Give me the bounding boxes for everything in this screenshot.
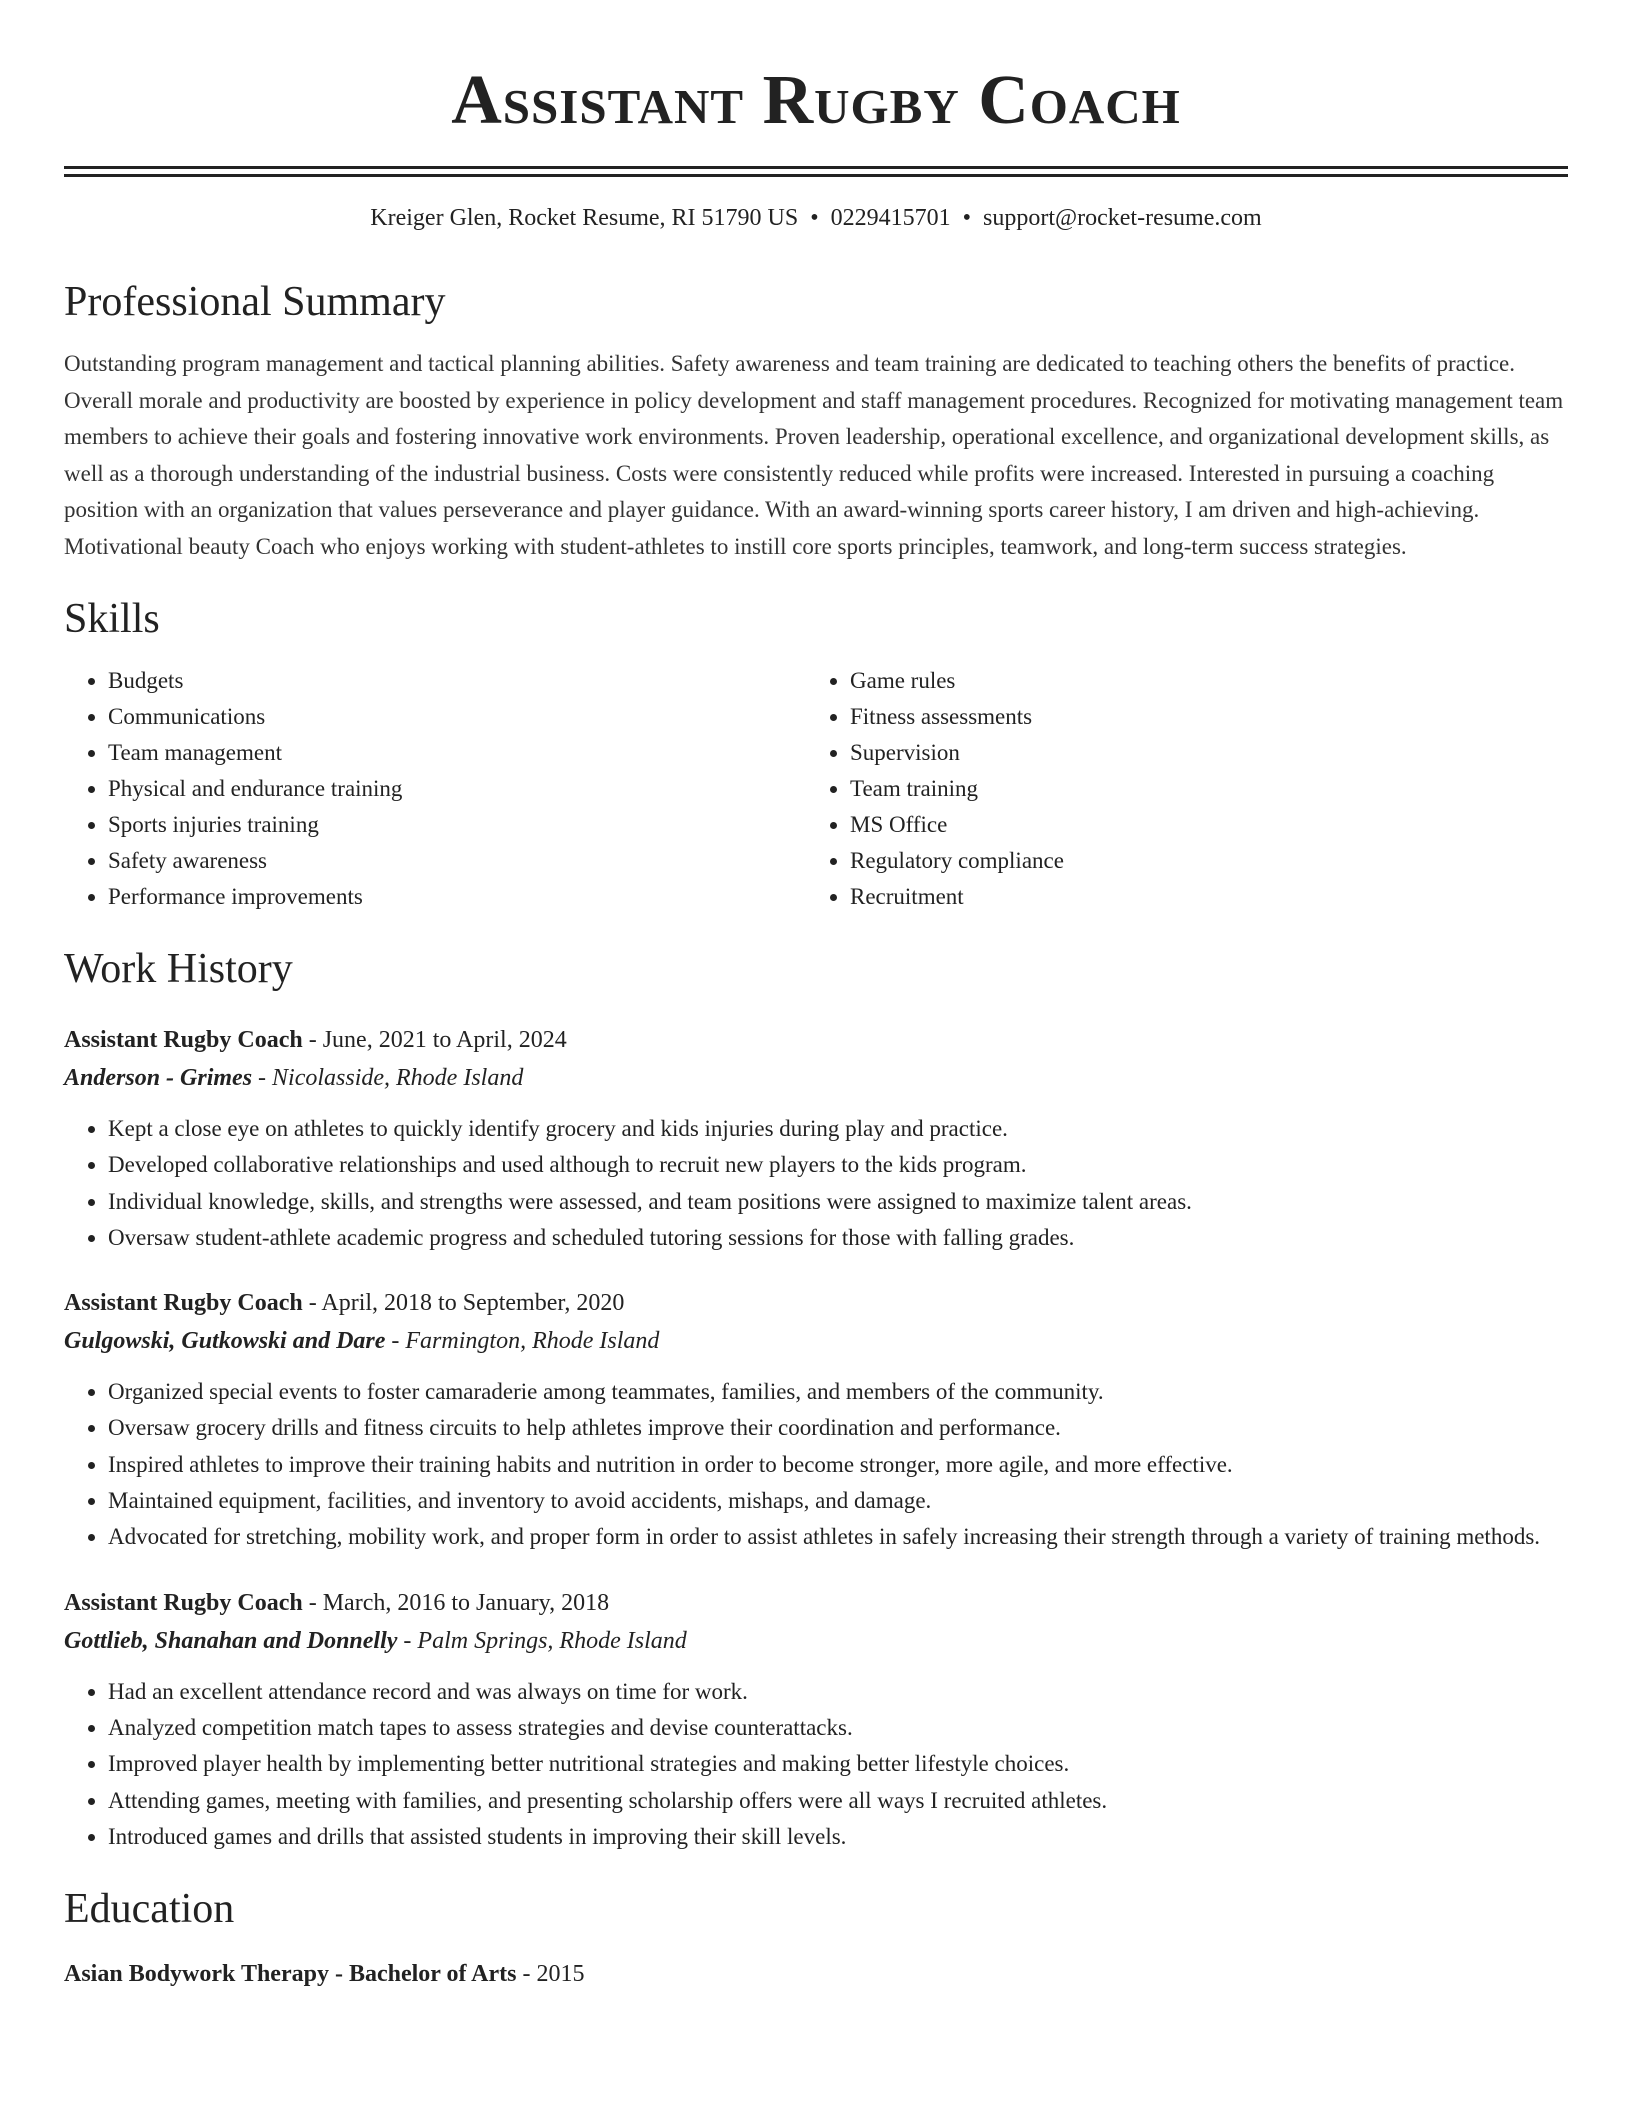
skill-item: • Budgets [108, 663, 806, 699]
job-dates: - March, 2016 to January, 2018 [302, 1589, 610, 1616]
job-bullet: • Advocated for stretching, mobility work, and proper form in order to assist athletes in safely increasing their strength through a variety of training methods. [108, 1519, 1568, 1555]
skills-left-column [64, 663, 806, 915]
contact-line [64, 205, 1568, 232]
job-bullet: • Attending games, meeting with families, and presenting scholarship offers were all ways I recruited athletes. [108, 1783, 1568, 1819]
summary-text: Outstanding program management and tactical planning abilities. Safety awareness and team training are dedicated to teaching others the benefits of practice. Overall morale and productivity are boosted by experience in policy development and staff management procedures. Recognized for motivating management team members to achieve their goals and fostering innovative work environments. Proven leadership, operational excellence, and organizational development skills, as well as a thorough understanding of the industrial business. Costs were consistently reduced while profits were increased. Interested in pursuing a coaching position with an organization that values perseverance and player guidance. With an award-winning sports career history, I am driven and high-achieving. Motivational beauty Coach who enjoys working with student-athletes to instill core sports principles, teamwork, and long-term success strategies. [64, 351, 1564, 559]
job-entry [64, 1021, 1568, 1256]
skill-item: • Recruitment [850, 879, 1548, 915]
job-location: - Nicolasside, Rhode Island [252, 1065, 524, 1091]
job-title: Assistant Rugby Coach [64, 1290, 303, 1317]
skill-item: • Regulatory compliance [850, 843, 1548, 879]
job-title-line [64, 1284, 1568, 1322]
education-degree: Asian Bodywork Therapy - Bachelor of Arts [64, 1961, 517, 1988]
job-dates: - June, 2021 to April, 2024 [302, 1027, 567, 1053]
job-company: Gottlieb, Shanahan and Donnelly [64, 1627, 398, 1654]
job-bullets [64, 1374, 1568, 1555]
job-bullet: • Kept a close eye on athletes to quickly identify grocery and kids injuries during play and practice. [108, 1111, 1568, 1147]
job-bullet: • Oversaw grocery drills and fitness circuits to help athletes improve their coordination and performance. [108, 1410, 1568, 1446]
job-bullet: • Introduced games and drills that assisted students in improving their skill levels. [108, 1819, 1568, 1855]
job-title-line [64, 1021, 1568, 1059]
skill-item: • Team training [850, 771, 1548, 807]
job-bullet: • Oversaw student-athlete academic progress and scheduled tutoring sessions for those with falling grades. [108, 1220, 1568, 1256]
skill-item: • Game rules [850, 663, 1548, 699]
candidate-name: Assistant Rugby Coach [451, 62, 1181, 139]
job-bullet: • Organized special events to foster camaraderie among teammates, families, and members of the community. [108, 1374, 1568, 1410]
skill-item: • Supervision [850, 735, 1548, 771]
job-entry [64, 1284, 1568, 1555]
skill-item: • Performance improvements [108, 879, 806, 915]
job-bullet: • Maintained equipment, facilities, and inventory to avoid accidents, mishaps, and damage. [108, 1483, 1568, 1519]
job-company-line [64, 1622, 1568, 1660]
contact-address: Kreiger Glen, Rocket Resume, RI 51790 US [370, 205, 799, 231]
job-bullet: • Analyzed competition match tapes to assess strategies and devise counterattacks. [108, 1710, 1568, 1746]
job-company: Anderson - Grimes [64, 1065, 253, 1091]
job-bullet: • Individual knowledge, skills, and strengths were assessed, and team positions were assigned to maximize talent areas. [108, 1184, 1568, 1220]
job-company-line [64, 1059, 1568, 1097]
job-bullet: • Developed collaborative relationships and used although to recruit new players to the kids program. [108, 1147, 1568, 1183]
skills-list [64, 663, 1568, 915]
job-location: - Farmington, Rhode Island [385, 1328, 660, 1355]
education-heading: Education [64, 1886, 235, 1933]
job-bullet: • Inspired athletes to improve their training habits and nutrition in order to become stronger, more agile, and more effective. [108, 1447, 1568, 1483]
work-history-heading: Work History [64, 946, 293, 992]
job-bullet: • Had an excellent attendance record and was always on time for work. [108, 1674, 1568, 1710]
summary-heading: Professional Summary [64, 279, 446, 325]
job-company-line [64, 1322, 1568, 1360]
job-location: - Palm Springs, Rhode Island [397, 1627, 687, 1654]
skill-item: • Communications [108, 699, 806, 735]
skill-item: • Sports injuries training [108, 807, 806, 843]
skill-item: • MS Office [850, 807, 1548, 843]
skills-right-column [806, 663, 1548, 915]
job-title-line [64, 1584, 1568, 1622]
skill-item: • Physical and endurance training [108, 771, 806, 807]
skill-item: • Team management [108, 735, 806, 771]
job-bullets [64, 1111, 1568, 1256]
job-bullet: • Improved player health by implementing better nutritional strategies and making better lifestyle choices. [108, 1746, 1568, 1782]
job-dates: - April, 2018 to September, 2020 [302, 1290, 625, 1317]
contact-separator: • [962, 205, 972, 231]
education-year: - 2015 [516, 1961, 585, 1988]
job-company: Gulgowski, Gutkowski and Dare [64, 1328, 386, 1355]
job-title: Assistant Rugby Coach [64, 1589, 303, 1616]
contact-phone: 0229415701 [830, 205, 951, 231]
skill-item: • Safety awareness [108, 843, 806, 879]
contact-email: support@rocket-resume.com [983, 205, 1262, 231]
contact-separator: • [810, 205, 819, 231]
education-entry [64, 1961, 1568, 1988]
skills-heading: Skills [64, 596, 160, 642]
job-title: Assistant Rugby Coach [64, 1027, 303, 1053]
job-entry [64, 1584, 1568, 1855]
header-divider [64, 166, 1568, 177]
job-bullets [64, 1674, 1568, 1855]
skill-item: • Fitness assessments [850, 699, 1548, 735]
